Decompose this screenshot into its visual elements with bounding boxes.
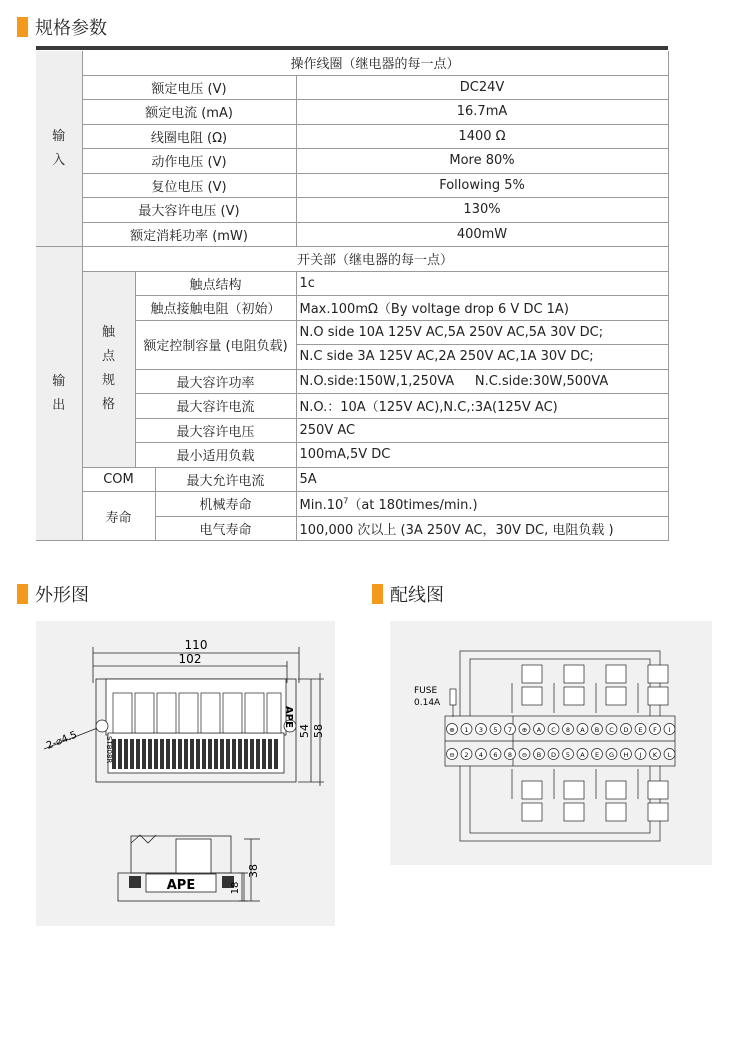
terminal-label: 5	[493, 726, 498, 734]
terminal-label: E	[594, 751, 600, 759]
terminal-label: C	[551, 726, 556, 734]
wiring-section-header	[372, 581, 444, 607]
terminal-label: 1	[464, 726, 469, 734]
table-row	[36, 51, 668, 75]
table-row	[36, 492, 668, 517]
wiring-drawing	[390, 621, 712, 865]
terminal-label: A	[580, 751, 585, 759]
row-value: 250V AC	[296, 418, 668, 443]
terminal-label: ⊕	[449, 726, 455, 734]
row-value: 1c	[296, 271, 668, 296]
contact-group-cell: 触 点 规 格	[82, 271, 135, 467]
terminal-label: B	[536, 751, 542, 759]
row-value: 400mW	[296, 222, 668, 247]
row-label: 最大容许功率	[135, 369, 296, 394]
row-value: N.C side 3A 125V AC,2A 250V AC,1A 30V DC;	[296, 345, 668, 370]
dim-depth-a: 38	[247, 864, 260, 878]
terminal-label: 8	[507, 751, 513, 759]
terminal-label: L	[667, 751, 672, 759]
dim-depth-b: 18	[230, 881, 241, 895]
table-row	[36, 75, 668, 100]
section-marker	[17, 584, 28, 604]
row-label: 额定电流 (mA)	[82, 100, 296, 125]
row-label: 复位电压 (V)	[82, 173, 296, 198]
terminal-label: 7	[507, 726, 513, 734]
dim-height-a: 54	[298, 724, 311, 738]
terminal-label: H	[623, 751, 629, 759]
output-header: 开关部（继电器的每一点）	[82, 247, 668, 272]
row-value: Following 5%	[296, 173, 668, 198]
row-label: 线圈电阻 (Ω)	[82, 124, 296, 149]
dim-width-inner: 102	[178, 652, 202, 666]
row-value: $Min.10^7(at$ 180times/min.)	[296, 492, 668, 517]
row-label: 动作电压 (V)	[82, 149, 296, 174]
outline-section-header	[17, 581, 89, 607]
table-row	[36, 124, 668, 149]
row-label: 最大容许电压	[135, 418, 296, 443]
row-label: 最大容许电压 (V)	[82, 198, 296, 223]
input-group-cell: 输 入	[36, 51, 82, 247]
terminal-label: 5	[565, 751, 571, 759]
terminal-label: A	[536, 726, 542, 734]
fuse-value: 0.14A	[414, 698, 441, 708]
table-row	[36, 222, 668, 247]
output-group-cell: 输 出	[36, 247, 82, 541]
section-marker	[17, 17, 28, 37]
row-label: 最大容许电流	[135, 394, 296, 419]
row-value: More 80%	[296, 149, 668, 174]
terminal-label: B	[594, 726, 600, 734]
terminal-label: D	[550, 751, 557, 759]
row-label: 最小适用负载	[135, 443, 296, 468]
row-value: 100,000 次以上 (3A 250V AC，30V DC, 电阻负载 )	[296, 516, 668, 541]
terminal-label: 4	[478, 751, 484, 759]
outline-figure	[36, 621, 335, 926]
spec-rule	[36, 46, 668, 50]
terminal-label: C	[609, 726, 614, 734]
life-group-cell: 寿命	[82, 492, 155, 541]
spec-table	[36, 51, 669, 541]
row-label: 最大允许电流	[155, 467, 296, 492]
terminal-label: J	[639, 751, 642, 759]
fuse-label: FUSE	[414, 686, 438, 696]
table-row	[36, 100, 668, 125]
wiring-figure	[390, 621, 712, 865]
spec-title: 规格参数	[35, 18, 107, 39]
row-label: 额定电压 (V)	[82, 75, 296, 100]
row-label: 电气寿命	[155, 516, 296, 541]
table-row	[36, 247, 668, 272]
row-value: 16.7mA	[296, 100, 668, 125]
row-value: N.O.：10A（125V AC),N.C,:3A(125V AC)	[296, 394, 668, 419]
row-label: 触点结构	[135, 271, 296, 296]
spec-section-header	[17, 14, 107, 40]
row-value: 1400 Ω	[296, 124, 668, 149]
row-value: N.O side 10A 125V AC,5A 250V AC,5A 30V DC;	[296, 320, 668, 345]
section-marker	[372, 584, 383, 604]
terminal-label: 3	[478, 726, 484, 734]
relay-symbol-row-bottom	[522, 781, 668, 821]
row-value: 5A	[296, 467, 668, 492]
terminal-label: I	[668, 726, 671, 734]
row-value: N.O.side:150W,1,250VA N.C.side:30W,500VA	[296, 369, 668, 394]
side-brand-text: APE	[283, 706, 294, 728]
badge-text: APE	[166, 878, 196, 893]
row-label: 触点接触电阻（初始）	[135, 296, 296, 321]
terminal-label: 2	[464, 751, 469, 759]
row-value: 100mA,5V DC	[296, 443, 668, 468]
outline-drawing	[36, 621, 335, 926]
dim-height-b: 58	[312, 724, 325, 738]
terminal-label: D	[623, 726, 629, 734]
terminal-label: ⊖	[449, 751, 455, 759]
row-value: Max.100mΩ（By voltage drop 6 V DC 1A)	[296, 296, 668, 321]
row-label: 额定控制容量 (电阻负载)	[135, 320, 296, 369]
terminal-label: ⊕	[521, 726, 528, 734]
terminal-label: A	[580, 726, 585, 734]
relay-row	[113, 693, 281, 733]
wiring-title: 配线图	[390, 585, 444, 606]
terminal-label: F	[653, 726, 657, 734]
terminal-label: 6	[493, 751, 498, 759]
terminal-label: 8	[565, 726, 571, 734]
terminal-label: ⊖	[521, 751, 528, 759]
row-value: DC24V	[296, 75, 668, 100]
model-text: STB08R	[105, 736, 113, 764]
table-row	[36, 149, 668, 174]
mount-hole-icon	[96, 720, 108, 732]
relay-symbol-row-top	[522, 665, 668, 705]
terminal-label: E	[638, 726, 643, 734]
input-header: 操作线圈（继电器的每一点）	[82, 51, 668, 75]
row-value: 130%	[296, 198, 668, 223]
com-group-cell: COM	[82, 467, 155, 492]
row-label: 机械寿命	[155, 492, 296, 517]
table-row	[36, 271, 668, 296]
table-row	[36, 198, 668, 223]
terminal-label: K	[652, 751, 658, 759]
outline-title: 外形图	[35, 585, 89, 606]
dim-hole: 2-⌀4.5	[45, 729, 79, 752]
dim-width-outer: 110	[184, 638, 208, 652]
row-label: 额定消耗功率 (mW)	[82, 222, 296, 247]
table-row	[36, 173, 668, 198]
terminal-label: G	[608, 751, 615, 759]
table-row	[36, 467, 668, 492]
